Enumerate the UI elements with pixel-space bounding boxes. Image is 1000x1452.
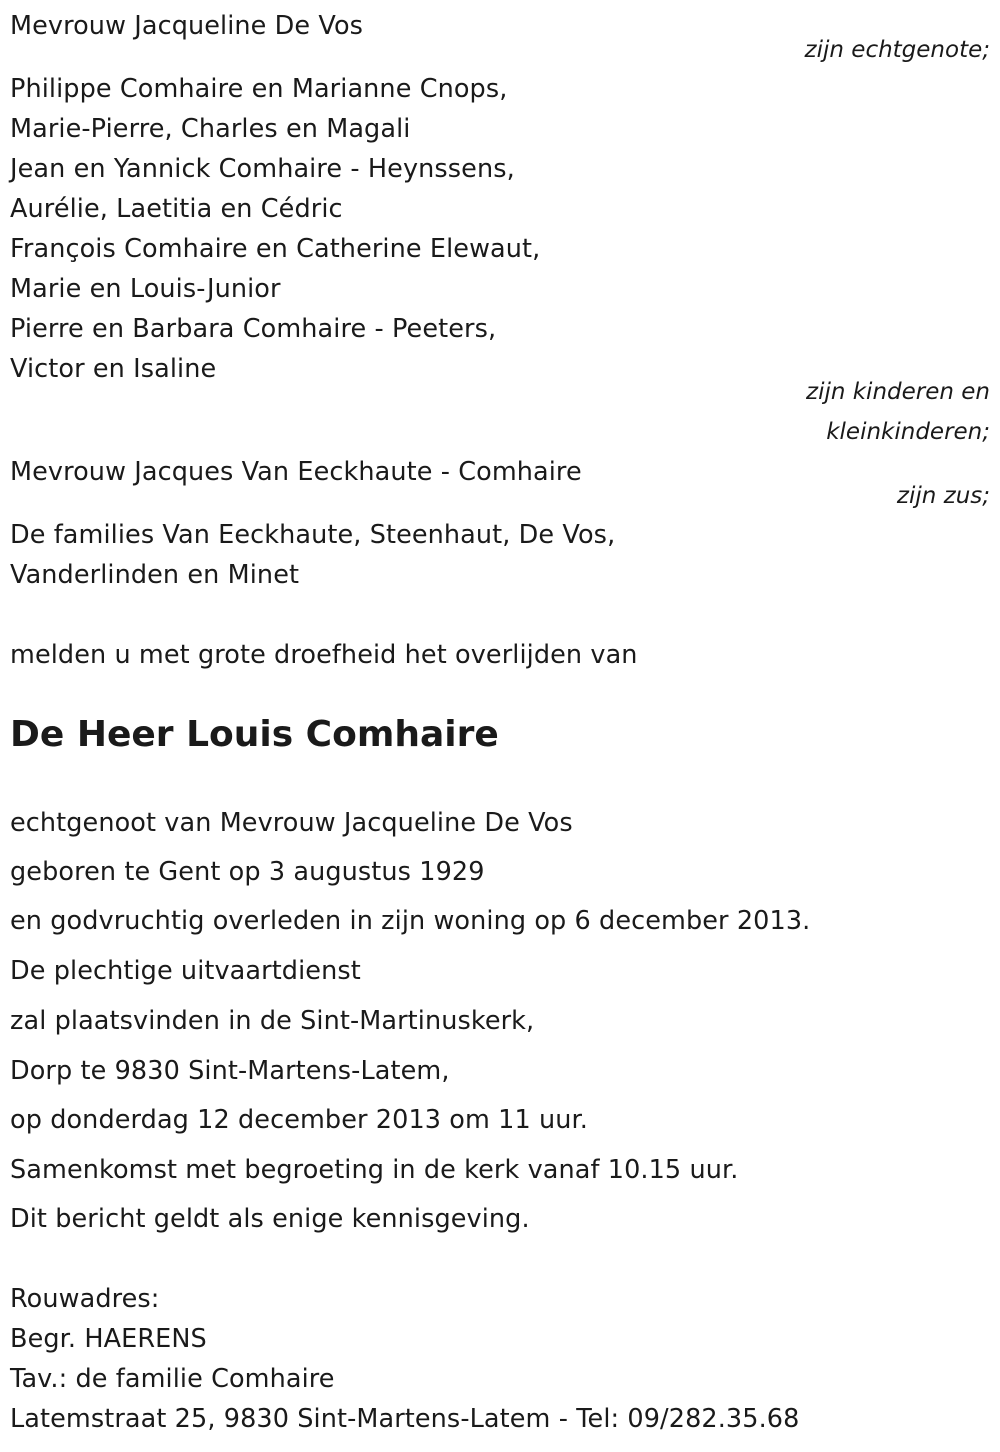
child-line: Aurélie, Laetitia en Cédric [10,194,343,224]
children-role-line1: zijn kinderen en [806,379,990,405]
child-line: Victor en Isaline [10,354,217,384]
deceased-name: De Heer Louis Comhaire [10,714,499,755]
child-line: Philippe Comhaire en Marianne Cnops, [10,74,508,104]
child-line: Jean en Yannick Comhaire - Heynssens, [10,154,515,184]
detail-line: Dit bericht geldt als enige kennisgeving. [10,1204,530,1234]
sister-name: Mevrouw Jacques Van Eeckhaute - Comhaire [10,457,582,487]
detail-line: zal plaatsvinden in de Sint-Martinuskerk, [10,1006,535,1036]
child-line: François Comhaire en Catherine Elewaut, [10,234,541,264]
families-line1: De families Van Eeckhaute, Steenhaut, De Vos, [10,520,616,550]
detail-line: Samenkomst met begroeting in de kerk vanaf 10.15 uur. [10,1155,739,1185]
announcement: melden u met grote droefheid het overlijden van [10,640,638,670]
address-line: Latemstraat 25, 9830 Sint-Martens-Latem - Tel: 09/282.35.68 [10,1404,800,1434]
address-heading: Rouwadres: [10,1284,160,1314]
detail-line: op donderdag 12 december 2013 om 11 uur. [10,1105,588,1135]
children-role-line2: kleinkinderen; [826,419,990,445]
child-line: Marie en Louis-Junior [10,274,281,304]
detail-line: echtgenoot van Mevrouw Jacqueline De Vos [10,808,573,838]
detail-line: geboren te Gent op 3 augustus 1929 [10,857,485,887]
detail-line: De plechtige uitvaartdienst [10,956,361,986]
child-line: Marie-Pierre, Charles en Magali [10,114,411,144]
families-line2: Vanderlinden en Minet [10,560,300,590]
spouse-name: Mevrouw Jacqueline De Vos [10,11,364,41]
address-line: Begr. HAERENS [10,1324,207,1354]
detail-line: Dorp te 9830 Sint-Martens-Latem, [10,1056,450,1086]
spouse-role: zijn echtgenote; [804,37,990,63]
sister-role: zijn zus; [896,483,990,509]
address-line: Tav.: de familie Comhaire [10,1364,335,1394]
detail-line: en godvruchtig overleden in zijn woning op 6 december 2013. [10,906,811,936]
child-line: Pierre en Barbara Comhaire - Peeters, [10,314,497,344]
